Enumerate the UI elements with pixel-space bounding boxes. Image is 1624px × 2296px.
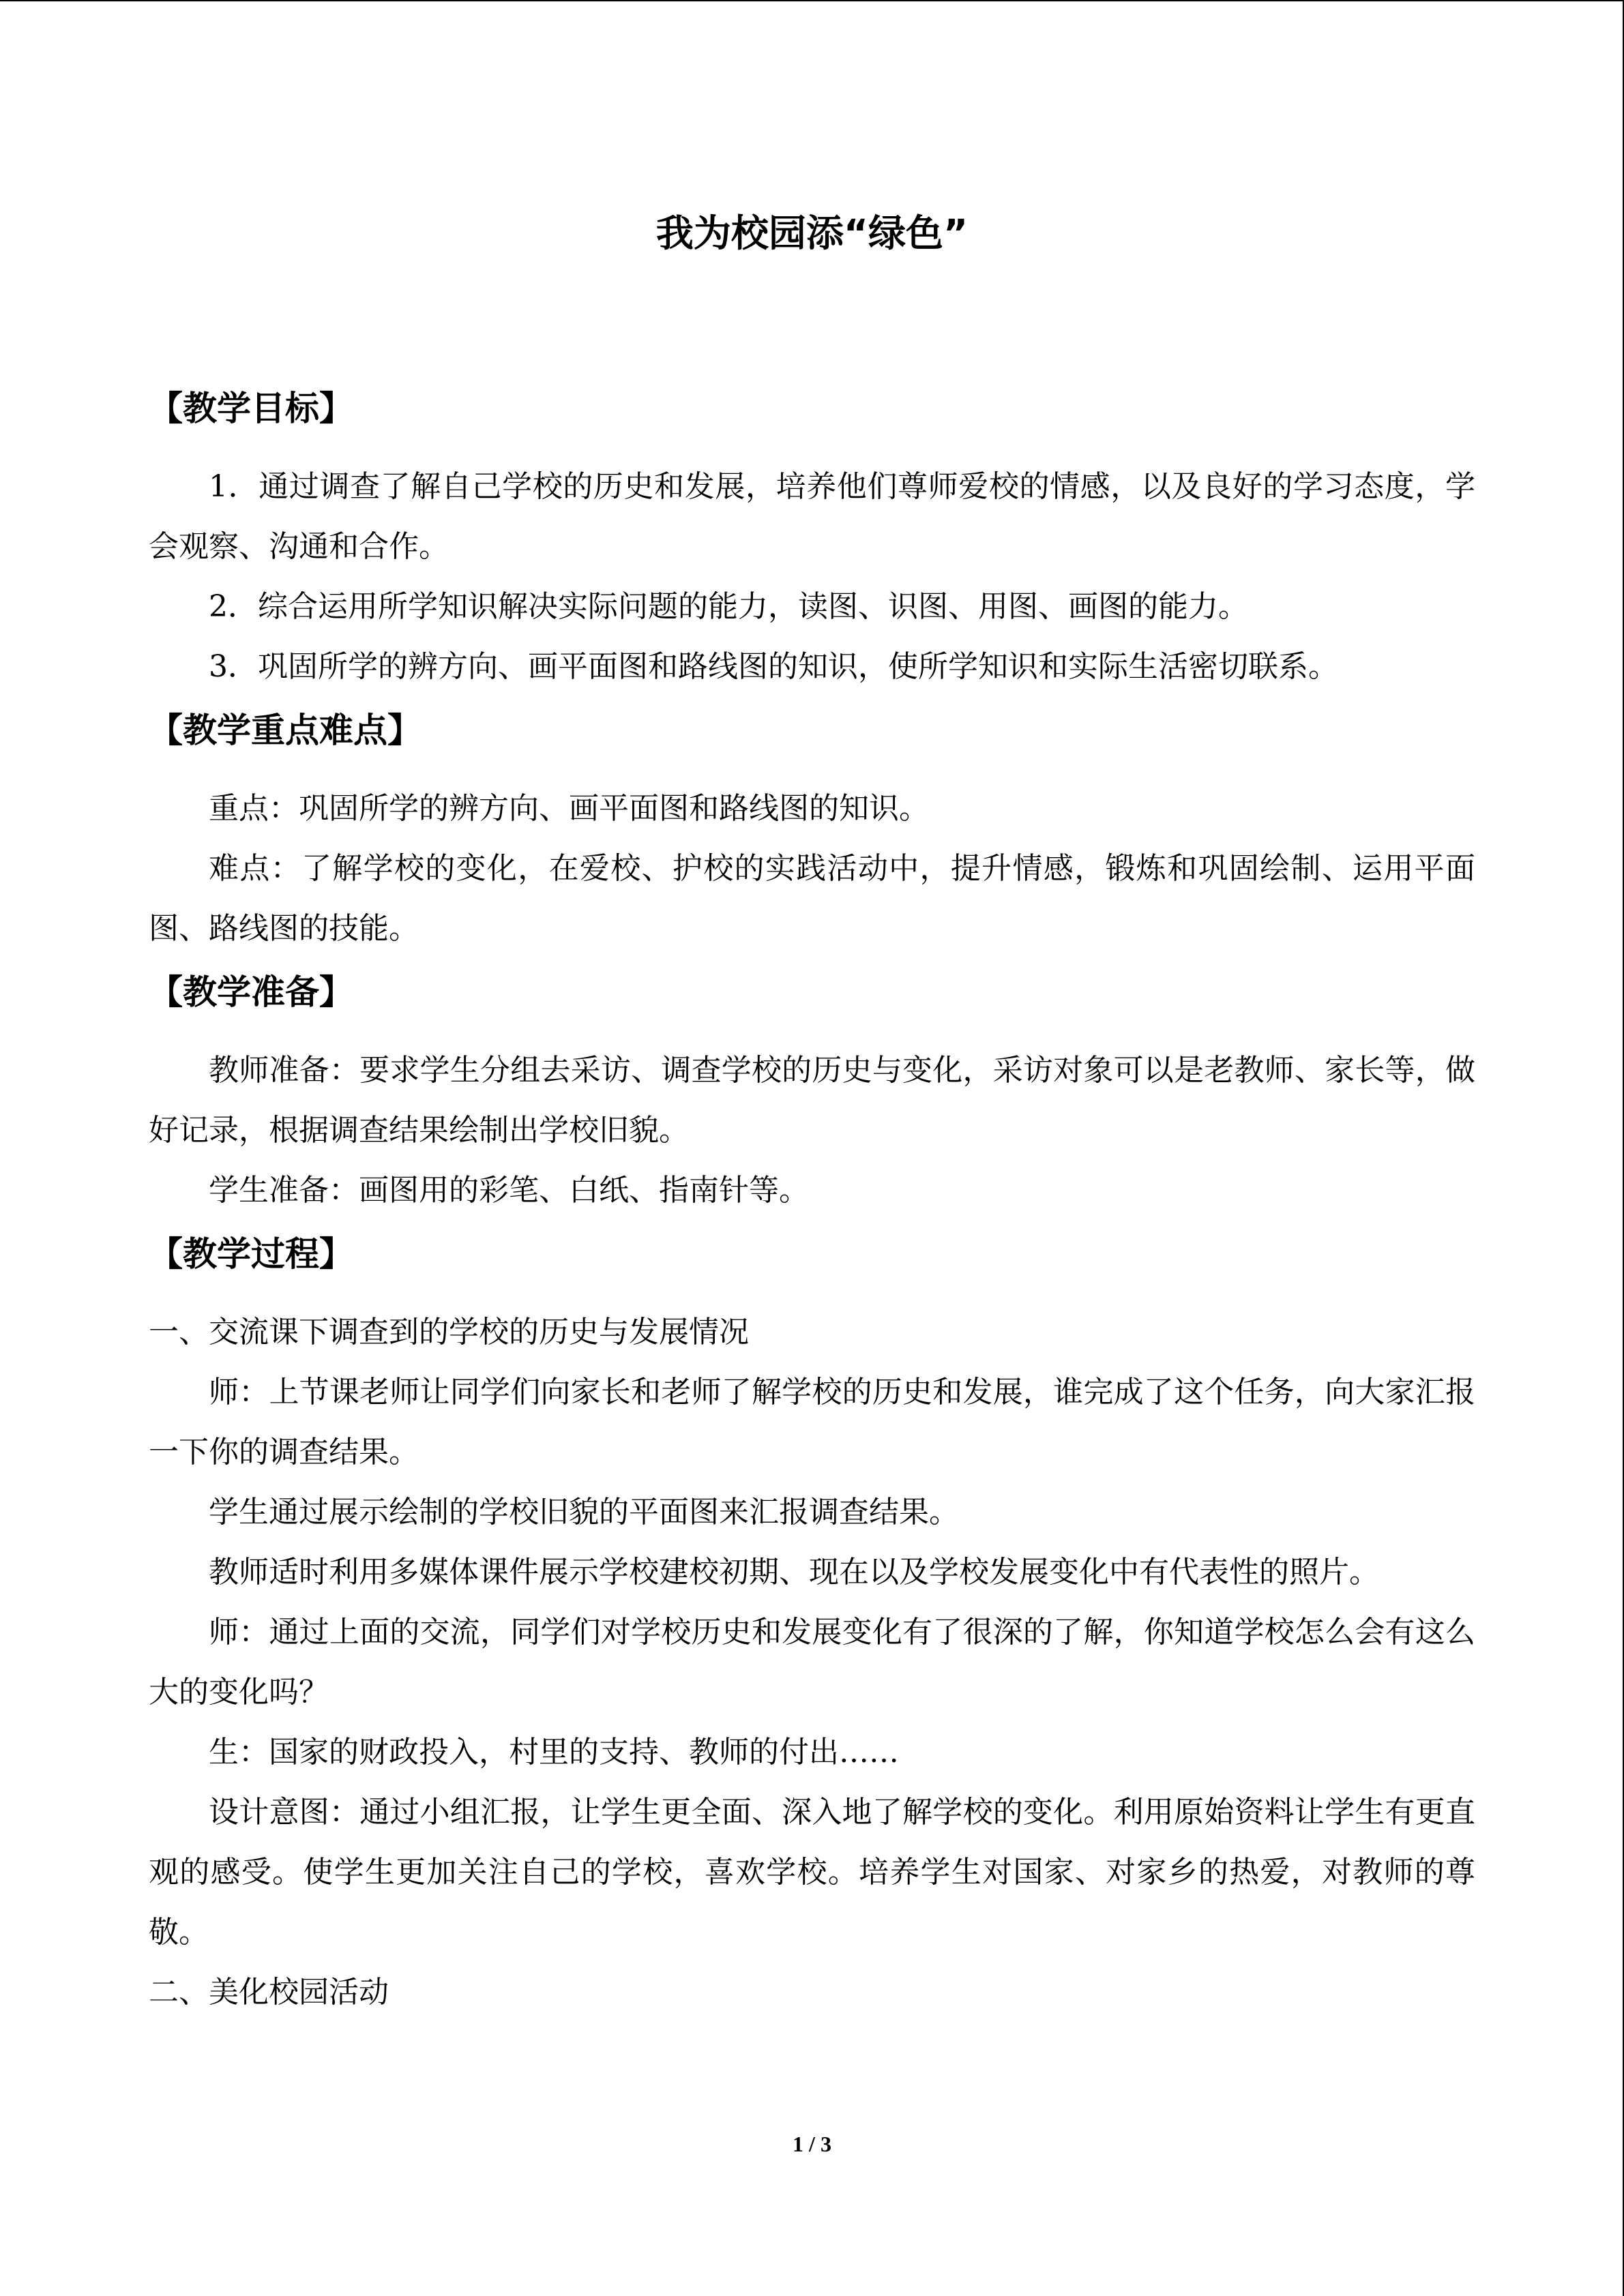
paragraph: 2．综合运用所学知识解决实际问题的能力，读图、识图、用图、画图的能力。 <box>209 589 1248 624</box>
paragraph: 学生准备：画图用的彩笔、白纸、指南针等。 <box>209 1173 809 1208</box>
paragraph: 师：通过上面的交流，同学们对学校历史和发展变化有了很深的了解，你知道学校怎么会有这么大的变化吗？ <box>149 1615 1475 1710</box>
document-body <box>149 206 1475 2032</box>
section-process <box>149 1230 1475 2023</box>
paragraph: 3．巩固所学的辨方向、画平面图和路线图的知识，使所学知识和实际生活密切联系。 <box>209 649 1338 684</box>
paragraph: 生：国家的财政投入，村里的支持、教师的付出…… <box>209 1735 899 1770</box>
paragraph: 教师准备：要求学生分组去采访、调查学校的历史与变化，采访对象可以是老教师、家长等，做好记录，根据调查结果绘制出学校旧貌。 <box>149 1053 1475 1148</box>
step-title: 二、美化校园活动 <box>149 1975 389 2010</box>
paragraph: 学生通过展示绘制的学校旧貌的平面图来汇报调查结果。 <box>209 1495 959 1530</box>
page-number: 1 / 3 <box>793 2132 831 2156</box>
section-heading-key-points: 【教学重点难点】 <box>149 711 422 750</box>
paragraph: 难点：了解学校的变化，在爱校、护校的实践活动中，提升情感，锻炼和巩固绘制、运用平面图、路线图的技能。 <box>149 851 1475 946</box>
step-title: 一、交流课下调查到的学校的历史与发展情况 <box>149 1315 749 1350</box>
paragraph: 重点：巩固所学的辨方向、画平面图和路线图的知识。 <box>209 791 929 826</box>
document-title: 我为校园添“绿色” <box>655 211 969 255</box>
paragraph: 教师适时利用多媒体课件展示学校建校初期、现在以及学校发展变化中有代表性的照片。 <box>209 1555 1379 1590</box>
paragraph: 师：上节课老师让同学们向家长和老师了解学校的历史和发展，谁完成了这个任务，向大家汇报一下你的调查结果。 <box>149 1375 1475 1470</box>
section-heading-process: 【教学过程】 <box>149 1234 353 1274</box>
section-objectives <box>149 385 1475 697</box>
section-preparation <box>149 968 1475 1221</box>
paragraph: 1．通过调查了解自己学校的历史和发展，培养他们尊师爱校的情感，以及良好的学习态度，学会观察、沟通和合作。 <box>149 469 1475 564</box>
section-heading-objectives: 【教学目标】 <box>149 389 353 428</box>
paragraph: 设计意图：通过小组汇报，让学生更全面、深入地了解学校的变化。利用原始资料让学生有更直观的感受。使学生更加关注自己的学校，喜欢学校。培养学生对国家、对家乡的热爱，对教师的尊敬。 <box>149 1795 1475 1950</box>
section-heading-preparation: 【教学准备】 <box>149 972 353 1012</box>
section-key-points <box>149 706 1475 959</box>
